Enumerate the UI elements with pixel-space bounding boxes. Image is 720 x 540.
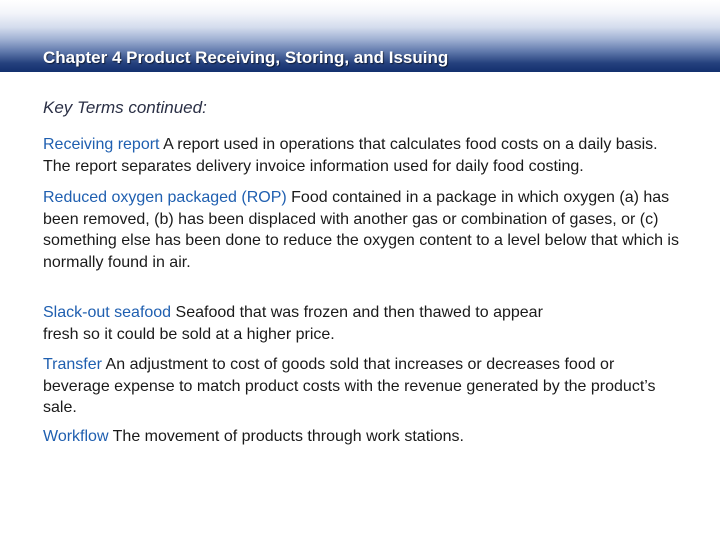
term-definition: An adjustment to cost of goods sold that increases or decreases food or beverage expense to match product costs with the revenue generated by the product’s sale.	[43, 356, 656, 416]
term-reduced-oxygen-packaged	[43, 187, 683, 273]
term-workflow	[43, 426, 683, 448]
term-definition: Food contained in a package in which oxygen (a) has been removed, (b) has been displaced with another gas or combination of gases, or (c) something else has been done to reduce the oxygen content to a level below that which is normally found in air.	[43, 189, 679, 271]
header-bar	[0, 0, 720, 72]
term-name: Receiving report	[43, 136, 160, 153]
content-area	[43, 97, 683, 447]
term-name: Reduced oxygen packaged (ROP)	[43, 189, 287, 206]
term-definition: Seafood that was frozen and then thawed to appear fresh so it could be sold at a higher price.	[43, 304, 543, 343]
term-name: Transfer	[43, 356, 102, 373]
term-receiving-report	[43, 134, 683, 177]
subtitle: Key Terms continued:	[43, 98, 207, 117]
term-name: Workflow	[43, 427, 109, 445]
term-name: Slack-out seafood	[43, 304, 172, 321]
term-slack-out-seafood	[43, 302, 543, 345]
term-definition: A report used in operations that calculates food costs on a daily basis. The report separates delivery invoice information used for daily food costing.	[43, 136, 658, 175]
term-transfer	[43, 354, 683, 419]
term-definition: The movement of products through work stations.	[108, 427, 464, 445]
page-title: Chapter 4 Product Receiving, Storing, and Issuing	[43, 48, 449, 67]
